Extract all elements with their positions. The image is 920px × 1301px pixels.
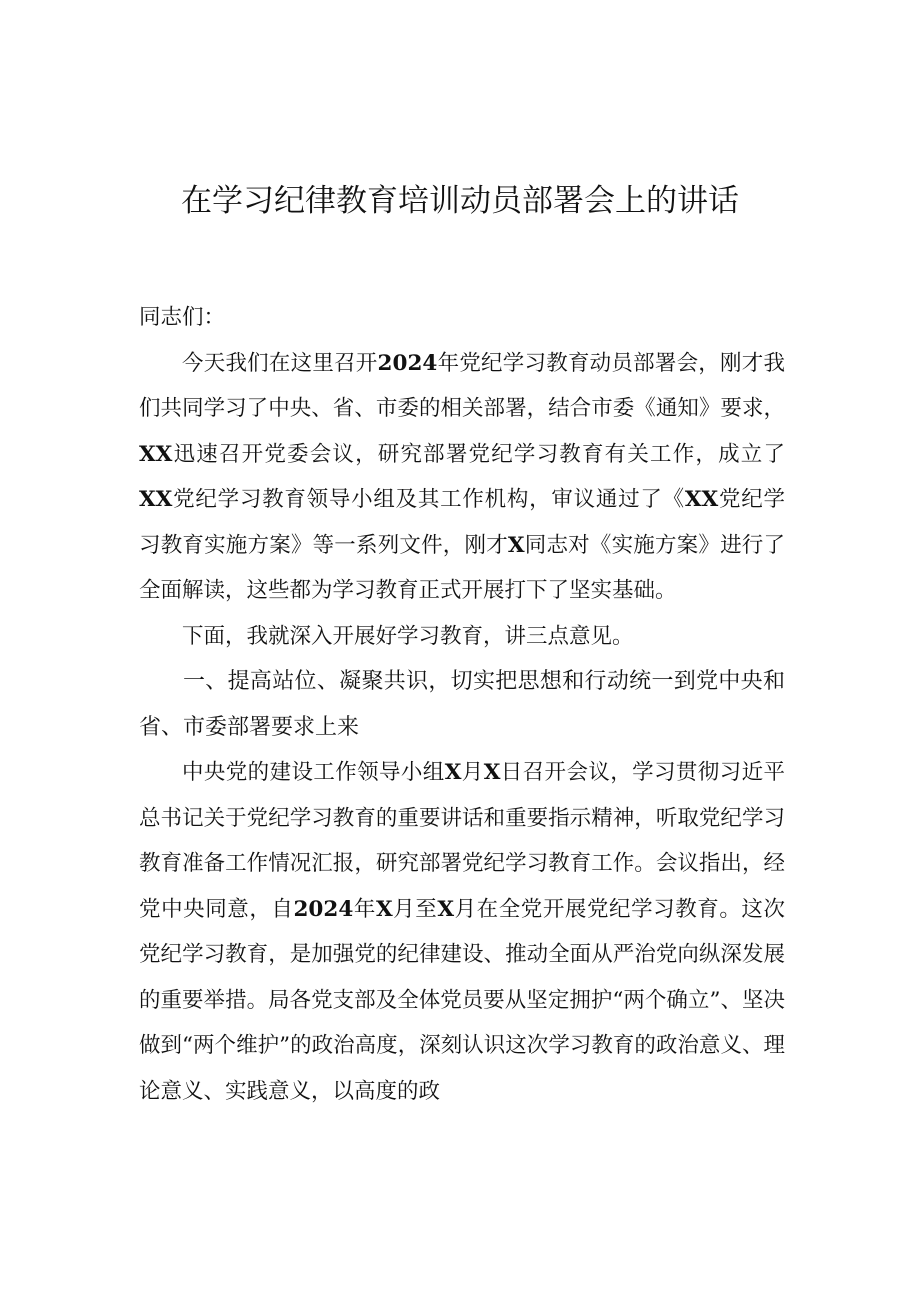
document-title: 在学习纪律教育培训动员部署会上的讲话 [181, 183, 739, 219]
paragraph: 今天我们在这里召开2024年党纪学习教育动员部署会，刚才我们共同学习了中央、省、市委的相关部署，结合市委《通知》要求，XX迅速召开党委会议，研究部署党纪学习教育有关工作，成立了XX党纪学习教育领导小组及其工作机构，审议通过了《XX党纪学习教育实施方案》等一系列文件，刚才X同志对《实施方案》进行了全面解读，这些都为学习教育正式开展打下了坚实基础。 [139, 350, 785, 603]
document-body [139, 295, 785, 1114]
section-heading: 一、提高站位、凝聚共识，切实把思想和行动统一到党中央和省、市委部署要求上来 [139, 669, 785, 740]
paragraph: 中央党的建设工作领导小组X月X日召开会议，学习贯彻习近平总书记关于党纪学习教育的重要讲话和重要指示精神，听取党纪学习教育准备工作情况汇报，研究部署党纪学习教育工作。会议指出，经党中央同意，自2024年X月至X月在全党开展党纪学习教育。这次党纪学习教育，是加强党的纪律建设、推动全面从严治党向纵深发展的重要举措。局各党支部及全体党员要从坚定拥护“两个确立”、坚决做到“两个维护”的政治高度，深刻认识这次学习教育的政治意义、理论意义、实践意义，以高度的政 [139, 760, 785, 1104]
paragraph: 下面，我就深入开展好学习教育，讲三点意见。 [182, 623, 634, 649]
salutation: 同志们： [139, 305, 226, 330]
